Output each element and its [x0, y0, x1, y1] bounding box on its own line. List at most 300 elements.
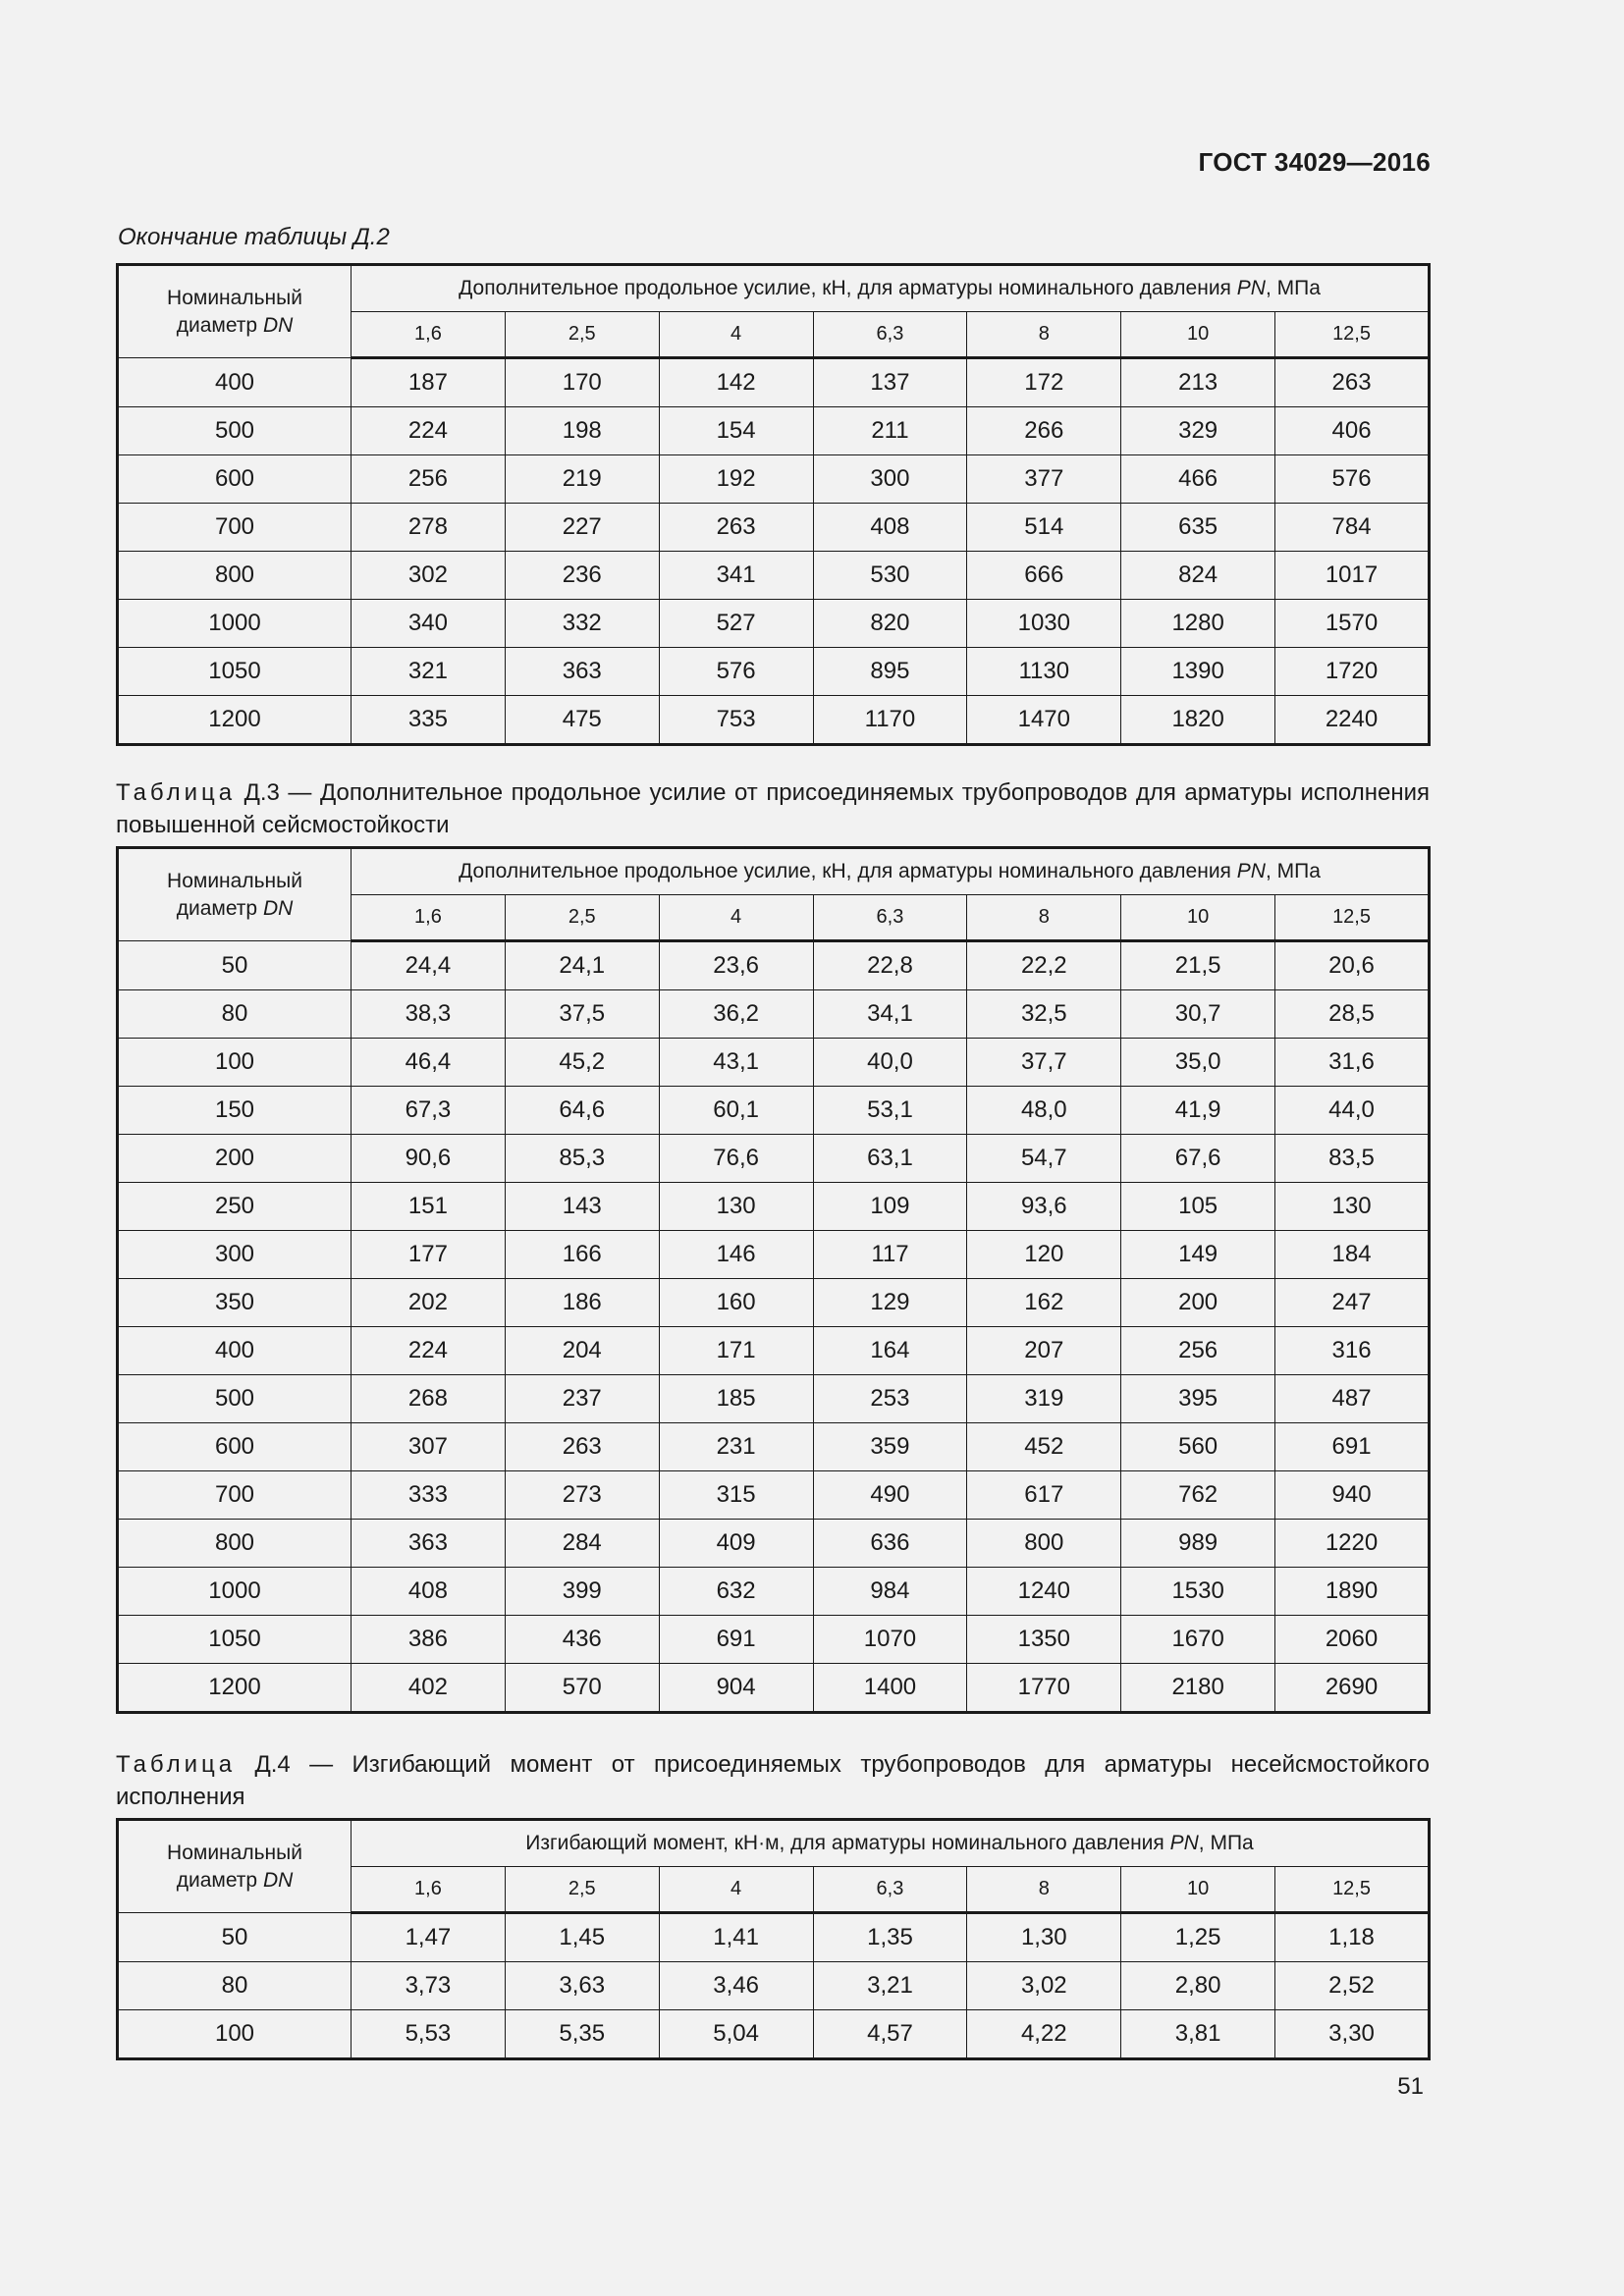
dn-cell: 1200: [118, 696, 352, 745]
value-cell: 64,6: [505, 1087, 659, 1135]
value-cell: 219: [505, 455, 659, 504]
value-cell: 1890: [1275, 1568, 1430, 1616]
value-cell: 895: [813, 648, 967, 696]
table-row: [118, 941, 1430, 990]
value-cell: 284: [505, 1520, 659, 1568]
value-cell: 1570: [1275, 600, 1430, 648]
pn-value-header: 2,5: [505, 895, 659, 941]
value-cell: 162: [967, 1279, 1121, 1327]
value-cell: 130: [659, 1183, 813, 1231]
dn-column-header: [118, 848, 352, 941]
table-row: [118, 1962, 1430, 2010]
value-cell: 224: [352, 407, 506, 455]
value-cell: 1470: [967, 696, 1121, 745]
value-cell: 109: [813, 1183, 967, 1231]
value-cell: 800: [967, 1520, 1121, 1568]
value-cell: 2,52: [1275, 1962, 1430, 2010]
pn-value-header: 10: [1121, 1867, 1275, 1913]
pn-value-header: 1,6: [352, 312, 506, 358]
value-cell: 54,7: [967, 1135, 1121, 1183]
pressure-group-header: [352, 265, 1430, 312]
value-cell: 406: [1275, 407, 1430, 455]
value-cell: 1670: [1121, 1616, 1275, 1664]
value-cell: 93,6: [967, 1183, 1121, 1231]
pn-value-header: 10: [1121, 895, 1275, 941]
value-cell: 202: [352, 1279, 506, 1327]
value-cell: 227: [505, 504, 659, 552]
value-cell: 487: [1275, 1375, 1430, 1423]
value-cell: 475: [505, 696, 659, 745]
value-cell: 490: [813, 1471, 967, 1520]
table-row: [118, 1135, 1430, 1183]
pn-symbol: PN: [1236, 860, 1266, 882]
value-cell: 753: [659, 696, 813, 745]
value-cell: 120: [967, 1231, 1121, 1279]
value-cell: 666: [967, 552, 1121, 600]
pn-value-header: 8: [967, 1867, 1121, 1913]
table-row: [118, 1616, 1430, 1664]
value-cell: 2240: [1275, 696, 1430, 745]
value-cell: 130: [1275, 1183, 1430, 1231]
table-body: [118, 358, 1430, 745]
value-cell: 24,4: [352, 941, 506, 990]
value-cell: 576: [1275, 455, 1430, 504]
value-cell: 333: [352, 1471, 506, 1520]
table-row: [118, 407, 1430, 455]
dn-cell: 1000: [118, 1568, 352, 1616]
value-cell: 204: [505, 1327, 659, 1375]
value-cell: 784: [1275, 504, 1430, 552]
value-cell: 1170: [813, 696, 967, 745]
value-cell: 4,57: [813, 2010, 967, 2059]
value-cell: 302: [352, 552, 506, 600]
pn-value-header: 6,3: [813, 312, 967, 358]
value-cell: 2180: [1121, 1664, 1275, 1713]
value-cell: 24,1: [505, 941, 659, 990]
value-cell: 170: [505, 358, 659, 407]
value-cell: 636: [813, 1520, 967, 1568]
value-cell: 1240: [967, 1568, 1121, 1616]
caption-text: Д.4 — Изгибающий момент от присоединяемых трубопроводов для арматуры несейсмостойкого исполнения: [116, 1751, 1430, 1810]
value-cell: 37,5: [505, 990, 659, 1039]
group-unit: , МПа: [1265, 860, 1321, 882]
dn-label-line1: Номинальный: [167, 286, 302, 309]
table-d4-caption: [116, 1748, 1430, 1813]
dn-cell: 80: [118, 990, 352, 1039]
value-cell: 904: [659, 1664, 813, 1713]
value-cell: 48,0: [967, 1087, 1121, 1135]
value-cell: 402: [352, 1664, 506, 1713]
value-cell: 617: [967, 1471, 1121, 1520]
table-row: [118, 1279, 1430, 1327]
group-unit: , МПа: [1265, 277, 1321, 299]
value-cell: 46,4: [352, 1039, 506, 1087]
standard-code: ГОСТ 34029—2016: [1198, 147, 1431, 177]
pn-value-header: 1,6: [352, 895, 506, 941]
value-cell: 691: [1275, 1423, 1430, 1471]
value-cell: 256: [352, 455, 506, 504]
caption-prefix: Таблица: [116, 1751, 237, 1778]
value-cell: 570: [505, 1664, 659, 1713]
value-cell: 3,73: [352, 1962, 506, 2010]
group-label: Дополнительное продольное усилие, кН, для арматуры номинального давления: [459, 277, 1237, 299]
caption-prefix: Таблица: [116, 779, 237, 806]
pn-symbol: PN: [1236, 277, 1266, 299]
value-cell: 1130: [967, 648, 1121, 696]
value-cell: 1820: [1121, 696, 1275, 745]
value-cell: 1400: [813, 1664, 967, 1713]
value-cell: 247: [1275, 1279, 1430, 1327]
value-cell: 149: [1121, 1231, 1275, 1279]
value-cell: 984: [813, 1568, 967, 1616]
value-cell: 2690: [1275, 1664, 1430, 1713]
value-cell: 824: [1121, 552, 1275, 600]
value-cell: 635: [1121, 504, 1275, 552]
table-row: [118, 1520, 1430, 1568]
value-cell: 186: [505, 1279, 659, 1327]
pn-value-header: 6,3: [813, 1867, 967, 1913]
value-cell: 142: [659, 358, 813, 407]
value-cell: 236: [505, 552, 659, 600]
value-cell: 76,6: [659, 1135, 813, 1183]
value-cell: 409: [659, 1520, 813, 1568]
value-cell: 36,2: [659, 990, 813, 1039]
dn-label-line2: диаметр: [176, 1868, 263, 1892]
value-cell: 268: [352, 1375, 506, 1423]
value-cell: 53,1: [813, 1087, 967, 1135]
value-cell: 3,21: [813, 1962, 967, 2010]
pn-value-header: 6,3: [813, 895, 967, 941]
pn-value-header: 4: [659, 312, 813, 358]
dn-cell: 350: [118, 1279, 352, 1327]
value-cell: 63,1: [813, 1135, 967, 1183]
dn-cell: 150: [118, 1087, 352, 1135]
value-cell: 527: [659, 600, 813, 648]
dn-cell: 700: [118, 1471, 352, 1520]
value-cell: 5,53: [352, 2010, 506, 2059]
pn-value-header: 4: [659, 1867, 813, 1913]
dn-cell: 600: [118, 455, 352, 504]
dn-label-line1: Номинальный: [167, 1841, 302, 1864]
value-cell: 5,35: [505, 2010, 659, 2059]
value-cell: 436: [505, 1616, 659, 1664]
value-cell: 466: [1121, 455, 1275, 504]
dn-symbol: DN: [262, 1868, 294, 1892]
value-cell: 23,6: [659, 941, 813, 990]
value-cell: 263: [1275, 358, 1430, 407]
value-cell: 1720: [1275, 648, 1430, 696]
value-cell: 514: [967, 504, 1121, 552]
value-cell: 67,3: [352, 1087, 506, 1135]
value-cell: 185: [659, 1375, 813, 1423]
value-cell: 263: [659, 504, 813, 552]
value-cell: 22,8: [813, 941, 967, 990]
pn-value-header: 12,5: [1275, 1867, 1430, 1913]
value-cell: 263: [505, 1423, 659, 1471]
value-cell: 989: [1121, 1520, 1275, 1568]
value-cell: 1,35: [813, 1913, 967, 1962]
dn-cell: 50: [118, 941, 352, 990]
table-row: [118, 1471, 1430, 1520]
value-cell: 32,5: [967, 990, 1121, 1039]
value-cell: 28,5: [1275, 990, 1430, 1039]
value-cell: 21,5: [1121, 941, 1275, 990]
value-cell: 335: [352, 696, 506, 745]
value-cell: 3,81: [1121, 2010, 1275, 2059]
value-cell: 691: [659, 1616, 813, 1664]
dn-cell: 1050: [118, 1616, 352, 1664]
table-d3: [116, 846, 1431, 1714]
value-cell: 184: [1275, 1231, 1430, 1279]
table-row: [118, 1039, 1430, 1087]
dn-cell: 80: [118, 1962, 352, 2010]
dn-cell: 800: [118, 1520, 352, 1568]
value-cell: 341: [659, 552, 813, 600]
value-cell: 43,1: [659, 1039, 813, 1087]
value-cell: 198: [505, 407, 659, 455]
table-row: [118, 504, 1430, 552]
value-cell: 408: [352, 1568, 506, 1616]
pn-value-header: 2,5: [505, 1867, 659, 1913]
value-cell: 31,6: [1275, 1039, 1430, 1087]
value-cell: 67,6: [1121, 1135, 1275, 1183]
table-row: [118, 1087, 1430, 1135]
value-cell: 3,63: [505, 1962, 659, 2010]
dn-symbol: DN: [262, 313, 294, 337]
page-number: 51: [1397, 2073, 1424, 2100]
value-cell: 154: [659, 407, 813, 455]
pn-value-header: 12,5: [1275, 895, 1430, 941]
value-cell: 2,80: [1121, 1962, 1275, 2010]
value-cell: 37,7: [967, 1039, 1121, 1087]
pn-value-header: 12,5: [1275, 312, 1430, 358]
value-cell: 321: [352, 648, 506, 696]
value-cell: 408: [813, 504, 967, 552]
value-cell: 1350: [967, 1616, 1121, 1664]
table-header: [118, 848, 1430, 941]
value-cell: 560: [1121, 1423, 1275, 1471]
value-cell: 41,9: [1121, 1087, 1275, 1135]
value-cell: 278: [352, 504, 506, 552]
value-cell: 530: [813, 552, 967, 600]
value-cell: 3,46: [659, 1962, 813, 2010]
value-cell: 4,22: [967, 2010, 1121, 2059]
table-row: [118, 1327, 1430, 1375]
table-row: [118, 455, 1430, 504]
value-cell: 3,02: [967, 1962, 1121, 2010]
pn-value-header: 2,5: [505, 312, 659, 358]
value-cell: 44,0: [1275, 1087, 1430, 1135]
pn-symbol: PN: [1169, 1832, 1199, 1854]
dn-cell: 400: [118, 1327, 352, 1375]
value-cell: 363: [352, 1520, 506, 1568]
dn-cell: 1200: [118, 1664, 352, 1713]
table-d3-caption: [116, 776, 1430, 841]
pn-value-header: 1,6: [352, 1867, 506, 1913]
pressure-group-header: [352, 1820, 1430, 1867]
value-cell: 266: [967, 407, 1121, 455]
value-cell: 820: [813, 600, 967, 648]
value-cell: 22,2: [967, 941, 1121, 990]
value-cell: 45,2: [505, 1039, 659, 1087]
value-cell: 452: [967, 1423, 1121, 1471]
value-cell: 316: [1275, 1327, 1430, 1375]
table-row: [118, 1423, 1430, 1471]
dn-cell: 100: [118, 1039, 352, 1087]
value-cell: 20,6: [1275, 941, 1430, 990]
value-cell: 253: [813, 1375, 967, 1423]
table-row: [118, 358, 1430, 407]
value-cell: 1,18: [1275, 1913, 1430, 1962]
dn-cell: 200: [118, 1135, 352, 1183]
value-cell: 3,30: [1275, 2010, 1430, 2059]
value-cell: 231: [659, 1423, 813, 1471]
table-row: [118, 990, 1430, 1039]
dn-cell: 600: [118, 1423, 352, 1471]
value-cell: 1390: [1121, 648, 1275, 696]
value-cell: 1017: [1275, 552, 1430, 600]
value-cell: 34,1: [813, 990, 967, 1039]
value-cell: 200: [1121, 1279, 1275, 1327]
value-cell: 307: [352, 1423, 506, 1471]
pn-value-header: 8: [967, 312, 1121, 358]
table-row: [118, 1568, 1430, 1616]
table-row: [118, 648, 1430, 696]
value-cell: 940: [1275, 1471, 1430, 1520]
dn-cell: 800: [118, 552, 352, 600]
table-row: [118, 1183, 1430, 1231]
value-cell: 2060: [1275, 1616, 1430, 1664]
dn-cell: 50: [118, 1913, 352, 1962]
value-cell: 60,1: [659, 1087, 813, 1135]
value-cell: 5,04: [659, 2010, 813, 2059]
value-cell: 395: [1121, 1375, 1275, 1423]
value-cell: 207: [967, 1327, 1121, 1375]
value-cell: 164: [813, 1327, 967, 1375]
group-label: Изгибающий момент, кН·м, для арматуры номинального давления: [525, 1832, 1170, 1854]
table-header: [118, 265, 1430, 358]
value-cell: 576: [659, 648, 813, 696]
value-cell: 319: [967, 1375, 1121, 1423]
value-cell: 83,5: [1275, 1135, 1430, 1183]
value-cell: 1,45: [505, 1913, 659, 1962]
dn-label-line1: Номинальный: [167, 869, 302, 892]
value-cell: 340: [352, 600, 506, 648]
value-cell: 300: [813, 455, 967, 504]
table-row: [118, 1375, 1430, 1423]
dn-cell: 1000: [118, 600, 352, 648]
value-cell: 40,0: [813, 1039, 967, 1087]
value-cell: 151: [352, 1183, 506, 1231]
value-cell: 172: [967, 358, 1121, 407]
value-cell: 363: [505, 648, 659, 696]
dn-column-header: [118, 1820, 352, 1913]
table-header: [118, 1820, 1430, 1913]
dn-cell: 100: [118, 2010, 352, 2059]
table-row: [118, 696, 1430, 745]
table-row: [118, 552, 1430, 600]
table-d4: [116, 1818, 1431, 2060]
dn-cell: 500: [118, 407, 352, 455]
value-cell: 160: [659, 1279, 813, 1327]
table-row: [118, 1664, 1430, 1713]
value-cell: 377: [967, 455, 1121, 504]
pn-value-header: 10: [1121, 312, 1275, 358]
value-cell: 256: [1121, 1327, 1275, 1375]
dn-cell: 500: [118, 1375, 352, 1423]
value-cell: 105: [1121, 1183, 1275, 1231]
table-body: [118, 1913, 1430, 2059]
value-cell: 30,7: [1121, 990, 1275, 1039]
value-cell: 1220: [1275, 1520, 1430, 1568]
value-cell: 137: [813, 358, 967, 407]
value-cell: 146: [659, 1231, 813, 1279]
value-cell: 213: [1121, 358, 1275, 407]
value-cell: 224: [352, 1327, 506, 1375]
header-row: [118, 848, 1430, 895]
dn-cell: 700: [118, 504, 352, 552]
value-cell: 1070: [813, 1616, 967, 1664]
group-unit: , МПа: [1198, 1832, 1254, 1854]
caption-text: Д.3 — Дополнительное продольное усилие от присоединяемых трубопроводов для арматуры исполнения повышенной сейсмостойкости: [116, 779, 1430, 838]
value-cell: 171: [659, 1327, 813, 1375]
value-cell: 85,3: [505, 1135, 659, 1183]
value-cell: 399: [505, 1568, 659, 1616]
dn-label-line2: диаметр: [176, 313, 263, 337]
value-cell: 329: [1121, 407, 1275, 455]
header-row: [118, 1820, 1430, 1867]
table-row: [118, 1231, 1430, 1279]
value-cell: 1770: [967, 1664, 1121, 1713]
value-cell: 143: [505, 1183, 659, 1231]
value-cell: 177: [352, 1231, 506, 1279]
table-row: [118, 2010, 1430, 2059]
value-cell: 273: [505, 1471, 659, 1520]
table-d2: [116, 263, 1431, 746]
dn-symbol: DN: [262, 896, 294, 920]
dn-label-line2: диаметр: [176, 896, 263, 920]
value-cell: 35,0: [1121, 1039, 1275, 1087]
pressure-group-header: [352, 848, 1430, 895]
pn-value-header: 4: [659, 895, 813, 941]
dn-cell: 1050: [118, 648, 352, 696]
value-cell: 237: [505, 1375, 659, 1423]
value-cell: 632: [659, 1568, 813, 1616]
value-cell: 1280: [1121, 600, 1275, 648]
header-row: [118, 265, 1430, 312]
value-cell: 332: [505, 600, 659, 648]
dn-column-header: [118, 265, 352, 358]
value-cell: 1,41: [659, 1913, 813, 1962]
dn-cell: 400: [118, 358, 352, 407]
value-cell: 187: [352, 358, 506, 407]
value-cell: 90,6: [352, 1135, 506, 1183]
value-cell: 1,25: [1121, 1913, 1275, 1962]
group-label: Дополнительное продольное усилие, кН, для арматуры номинального давления: [459, 860, 1237, 882]
value-cell: 38,3: [352, 990, 506, 1039]
dn-cell: 300: [118, 1231, 352, 1279]
value-cell: 762: [1121, 1471, 1275, 1520]
table-row: [118, 1913, 1430, 1962]
value-cell: 386: [352, 1616, 506, 1664]
value-cell: 129: [813, 1279, 967, 1327]
value-cell: 117: [813, 1231, 967, 1279]
dn-cell: 250: [118, 1183, 352, 1231]
pn-value-header: 8: [967, 895, 1121, 941]
value-cell: 211: [813, 407, 967, 455]
table-d2-continuation-caption: Окончание таблицы Д.2: [118, 224, 390, 250]
value-cell: 192: [659, 455, 813, 504]
